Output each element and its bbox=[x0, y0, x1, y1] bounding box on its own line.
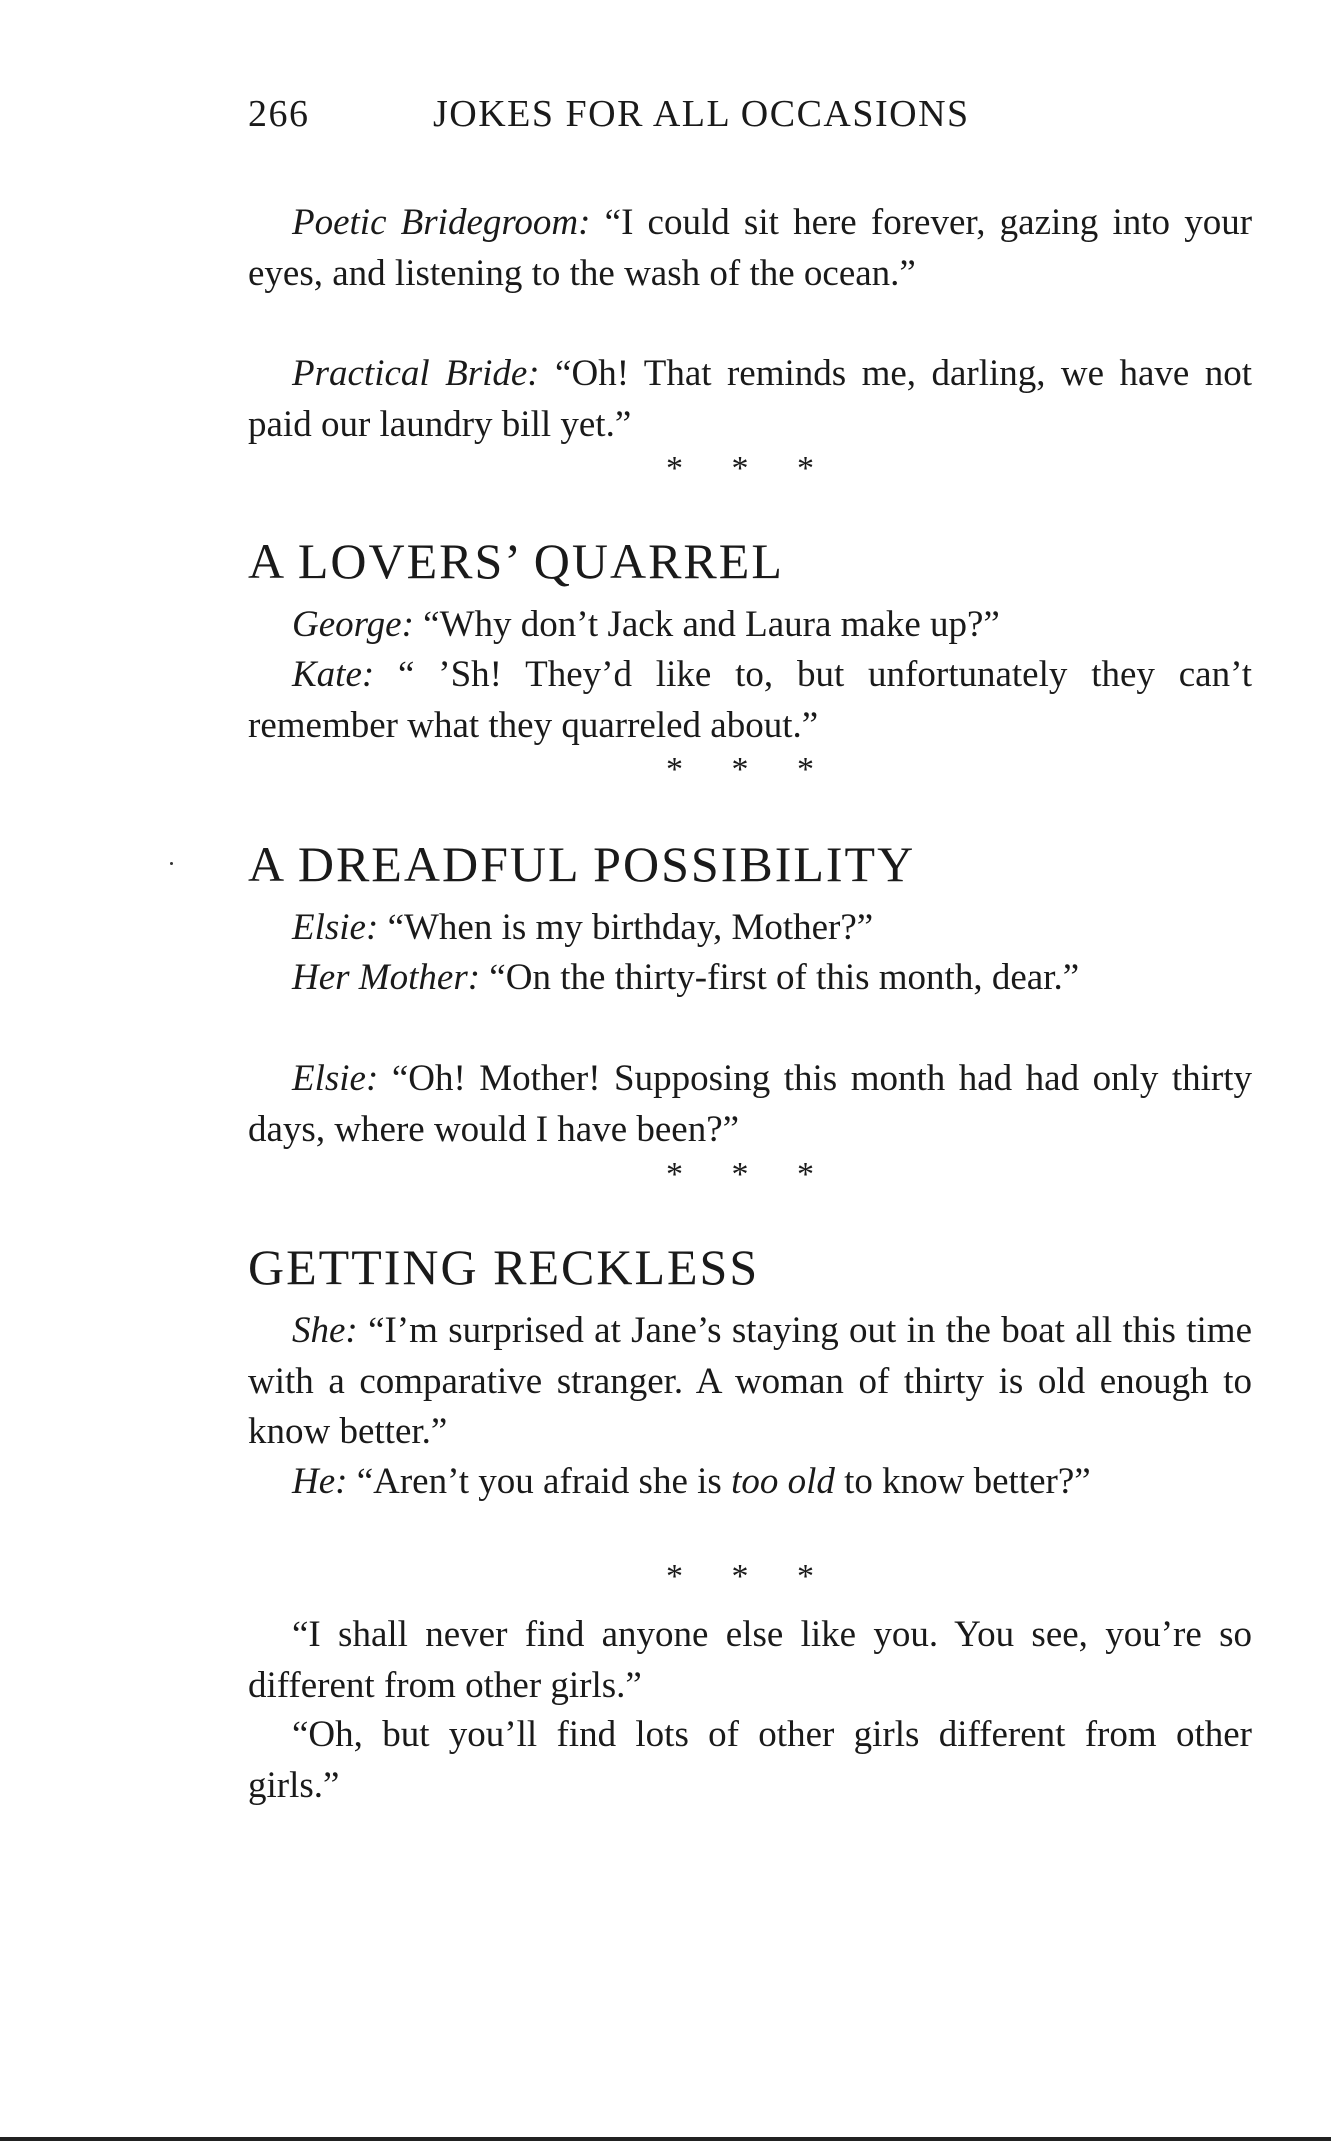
dialogue-text: “On the thirty-first of this month, dear.” bbox=[489, 957, 1080, 998]
section-separator: * * * bbox=[666, 1558, 814, 1595]
dialogue-text: “I shall never find anyone else like you. You see, you’re so different from other girls.” bbox=[248, 1614, 1252, 1706]
dialogue-paragraph bbox=[248, 1054, 1252, 1155]
speaker-label: Elsie: bbox=[292, 1058, 379, 1099]
dialogue-text: “I’m surprised at Jane’s staying out in the boat all this time with a comparative stranger. A woman of thirty is old enough to know better.” bbox=[248, 1310, 1253, 1452]
section-separator: * * * bbox=[666, 751, 814, 788]
dialogue-text: “ ’Sh! They’d like to, but unfortunately they can’t remember what they quarreled about.” bbox=[248, 654, 1253, 746]
speaker-label: He: bbox=[292, 1461, 348, 1502]
dialogue-paragraph bbox=[248, 349, 1252, 450]
speaker-label: She: bbox=[292, 1310, 358, 1351]
dialogue-paragraph bbox=[248, 953, 1252, 1004]
speaker-label: Kate: bbox=[292, 654, 375, 695]
paper-speck bbox=[170, 862, 173, 865]
dialogue-paragraph bbox=[248, 1610, 1252, 1711]
book-title: JOKES FOR ALL OCCASIONS bbox=[433, 93, 970, 135]
page-number: 266 bbox=[248, 93, 310, 135]
dialogue-paragraph bbox=[248, 1306, 1252, 1458]
dialogue-paragraph bbox=[248, 600, 1252, 651]
dialogue-paragraph bbox=[248, 198, 1252, 299]
dialogue-text: “Oh, but you’ll find lots of other girls different from other girls.” bbox=[248, 1714, 1252, 1806]
dialogue-text: “Oh! That reminds me, darling, we have not paid our laundry bill yet.” bbox=[248, 353, 1253, 445]
speaker-label: Her Mother: bbox=[292, 957, 481, 998]
dialogue-text: “Oh! Mother! Supposing this month had had only thirty days, where would I have been?” bbox=[248, 1058, 1252, 1150]
dialogue-text: “I could sit here forever, gazing into your eyes, and listening to the wash of the ocean.” bbox=[248, 202, 1253, 294]
section-separator: * * * bbox=[666, 450, 814, 487]
section-heading: GETTING RECKLESS bbox=[248, 1239, 760, 1295]
dialogue-paragraph bbox=[248, 1457, 1252, 1508]
speaker-label: George: bbox=[292, 604, 414, 645]
dialogue-text: to know better?” bbox=[834, 1461, 1091, 1502]
section-heading: A DREADFUL POSSIBILITY bbox=[248, 836, 916, 892]
dialogue-text: “Aren’t you afraid she is bbox=[356, 1461, 732, 1502]
dialogue-text: “Why don’t Jack and Laura make up?” bbox=[423, 604, 1000, 645]
running-head bbox=[248, 92, 1248, 142]
speaker-label: Practical Bride: bbox=[292, 353, 540, 394]
emphasized-text: too old bbox=[731, 1461, 835, 1502]
dialogue-text: “When is my birthday, Mother?” bbox=[387, 907, 874, 948]
section-heading: A LOVERS’ QUARREL bbox=[248, 533, 784, 589]
dialogue-paragraph bbox=[248, 1710, 1252, 1811]
dialogue-paragraph bbox=[248, 650, 1252, 751]
speaker-label: Elsie: bbox=[292, 907, 379, 948]
section-separator: * * * bbox=[666, 1156, 814, 1193]
speaker-label: Poetic Bridegroom: bbox=[292, 202, 591, 243]
page-edge-line bbox=[0, 2137, 1331, 2141]
dialogue-paragraph bbox=[248, 903, 1252, 954]
